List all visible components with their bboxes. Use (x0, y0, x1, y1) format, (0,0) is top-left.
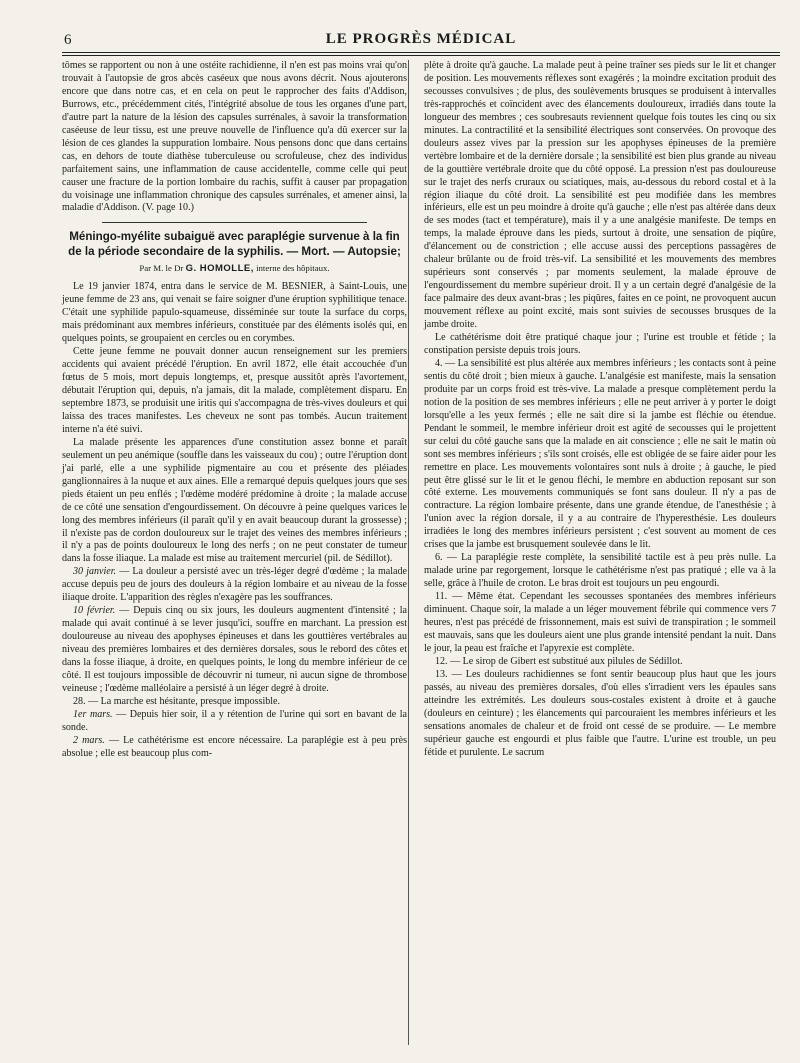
entry-date: 1er mars. (73, 708, 113, 720)
byline-author: G. HOMOLLE, (185, 263, 254, 275)
entry-date: 30 janvier. (73, 566, 117, 578)
dated-entry (62, 735, 407, 761)
numbered-entry: 12. — Le sirop de Gibert est substitué aux pilules de Sédillot. (435, 655, 683, 667)
header-rule-thin (62, 55, 780, 56)
right-column (424, 60, 776, 759)
entry-text: — Depuis hier soir, il a y rétention de l'urine qui sort en bavant de la sonde. (62, 708, 408, 733)
article-separator (102, 222, 367, 223)
numbered-entry: 6. — La paraplégie reste complète, la sensibilité tactile est à peu près nulle. La malade urine par regorgement, lorsque le cathétérisme n'est pas pratiqué ; elle va à la selle, grâce à l'huile de croton. Le bras droit est toujours un peu engourdi. (424, 552, 776, 590)
entry-text: — Le cathétérisme est encore nécessaire. La paraplégie est à peu près absolue ; elle est beaucoup plus com- (62, 734, 407, 759)
entry-date: 10 février. (73, 605, 116, 617)
entry-text: — La douleur a persisté avec un très-léger degré d'œdème ; la malade accuse depuis peu de jours des douleurs à la région lombaire et au niveau de la fosse iliaque droite. L'apparition des règles n'exagère pas les souffrances. (62, 566, 407, 604)
body-paragraph: Le cathétérisme doit être pratiqué chaque jour ; l'urine est trouble et fétide ; la constipation persiste depuis trois jours. (424, 332, 776, 356)
byline-prefix: Par M. le Dr (139, 263, 184, 274)
intro-paragraph: tômes se rapportent ou non à une ostéite rachidienne, il n'en est pas moins vrai qu'on trouvait à l'autopsie de gros abcès caséeux que nous avons décrit. Nous ajouterons encore que dans notre cas, et en cela on peut le rapprocher des faits d'Addison, Burrows, etc., précédemment cités, l'intégrité absolue de tous les organes d'une part, d'autre part la nature de la lésion des capsules surrénales, à savoir la transformation caséeuse de leur tissu, est une preuve nouvelle de l'influence qu'a dû exercer sur la lésion de ces glandes la suppuration lombaire. Nous pensons donc que dans certains cas, en dehors de toute diathèse tuberculeuse ou scrofuleuse, chez des individus parfaitement sains, une inflammation de cause accidentelle, comme celle qui peut causer une fracture de la portion lombaire du rachis, suffit à causer par propagation du voisinage une inflammation chronique des capsules surrénales, et amener ainsi, la maladie d'Addison. (V. page 10.) (62, 60, 407, 214)
page-number: 6 (64, 32, 72, 48)
body-paragraph: La malade présente les apparences d'une constitution assez bonne et paraît seulement un peu anémique (souffle dans les vaisseaux du cou) ; outre l'éruption dont j'ai parlé, elle a une syphilide pigmentaire au cou et présente des pléiades ganglionnaires à la nuque et aux aines. Elle a remarqué depuis quelques jours que ses pieds étaient un peu enflés ; l'œdème modéré prédomine à droite ; la malade accuse de ce côté une sensation d'engourdissement. On découvre à peine quelques varices le long des membres inférieurs (il paraît qu'il y en avait beaucoup durant la grossesse) ; il n'existe pas de cordon douloureux sur le trajet des veines des membres inférieurs ; il n'y a pas de points douloureux le long des nerfs ; on ne peut constater de tumeur dans la fosse iliaque. La malade est mise au traitement mercuriel (pil. de Sédillot). (62, 436, 407, 565)
entry-date: 2 mars. (73, 734, 105, 746)
body-paragraph: plète à droite qu'à gauche. La malade peut à peine traîner ses pieds sur le lit et changer de position. Les mouvements réflexes sont exagérés ; la moindre excitation produit des secousses convulsives ; de plus, des soulèvements brusques se produisent à intervalles très-rapprochés et coïncident avec des élancements douloureux, irradiés dans toute la longueur des membres ; ces soubresauts reviennent quelque fois toutes les cinq ou six minutes. La contractilité et la sensibilité électriques sont conservées. On provoque des douleurs assez vives par la pression sur les apophyses épineuses de la première vertèbre lombaire et de la dernière dorsale ; la sensibilité est bien plus grande au niveau de la gouttière vertébrale droite que du côté opposé. La pression n'est pas douloureuse sur le trajet des nerfs cruraux ou sciatiques, mais, au-dessous du rebord costal et à la région iliaque du côté droit. La sensibilité est peu modifiée dans les membres inférieurs, elle est un peu moindre à droite qu'à gauche ; elle n'est pas altérée dans deux de ses modes (tact et température), mais il y a une analgésie manifeste. De temps en temps, la malade éprouve dans les pieds, surtout à droite, une sensation de piqûre, d'élancement ou de constriction ; elle accuse aussi des perceptions passagères de chaleur brûlante ou de froid très-vif. La sensibilité et les mouvements des membres supérieurs sont conservés ; par moments seulement, la malade éprouve de l'engourdissement du membre supérieur droit. Il y a un certain degré d'analgésie de la face palmaire des deux avant-bras ; les piqûres, faites en ce point, ne provoquent aucun mouvement réflexe au point excité, mais sont suivies de secousses brusques de la jambe droite. (424, 60, 776, 331)
body-paragraph: Le 19 janvier 1874, entra dans le service de M. BESNIER, à Saint-Louis, une jeune femme de 23 ans, qui venait se faire soigner d'une éruption syphilitique tenace. C'était une syphilide papulo-squameuse, disséminée sur toute la surface du corps, mais prédominant aux membres inférieurs, constituée par des éléments isolés qui, en quelques points, se groupaient en cercles ou en corymbes. (62, 281, 407, 345)
entry-text: — La marche est hésitante, presque impossible. (85, 695, 281, 707)
numbered-entry: 11. — Même état. Cependant les secousses spontanées des membres inférieurs diminuent. Chaque soir, la malade a un léger mouvement fébrile qui commence vers 7 heures, n'est pas précédé de frissonnement, mais est suivi de transpiration ; le sommeil est mauvais, sans que les douleurs aient une plus grande intensité pendant la nuit. Dans le jour, la peau est fraîche et l'apyrexie est complète. (424, 591, 776, 654)
dated-entry (62, 709, 407, 735)
journal-title: LE PROGRÈS MÉDICAL (325, 31, 517, 47)
dated-entry (62, 566, 407, 605)
numbered-entry: 4. — La sensibilité est plus altérée aux membres inférieurs ; les contacts sont à peine sentis du côté droit ; bien mieux à gauche. L'analgésie est manifeste, mais la sensation produite par un corps froid est très-vive. La malade a presque complètement perdu la notion de la position de ses membres inférieurs ; elle ne peut arriver à y porter le doigt lorsqu'elle a les yeux fermés ; elle ne sait dire si la jambe est fléchie ou étendue. Pendant le sommeil, le membre inférieur droit est agité de secousses qui le projettent sur celui du côté gauche sans que la malade en ait conscience ; elle ne sait le matin où sont ses membres inférieurs ; s'ils sont croisés, elle est obligée de se faire aider pour les remettre en place. Les mouvements volontaires sont nuls à droite ; à gauche, le pied peut être glissé sur le lit et le genou fléchi, le membre en abduction reposant sur son côté externe. Les mouvements communiqués se font sans douleur. Il n'y a pas de contracture. La région lombaire présente, dans une grande étendue, de l'anesthésie ; à l'union avec la région dorsale, il y a au contraire de l'hyperesthésie. Les douleurs irradiées le long des membres inférieurs persistent ; c'est souvent au moment de ces crises que la jambe est brusquement soulevée dans le lit. (424, 357, 776, 551)
article-title: Méningo-myélite subaiguë avec paraplégie survenue à la fin de la période secondaire de la syphilis. — Mort. — Autopsie; (68, 230, 401, 259)
column-divider (408, 60, 409, 1045)
header-rule (62, 52, 780, 53)
byline-suffix: interne des hôpitaux. (256, 263, 330, 274)
body-paragraph: Cette jeune femme ne pouvait donner aucun renseignement sur les premiers accidents qui avaient précédé l'éruption. En avril 1872, elle était accouchée d'un fœtus de 5 mois, mort depuis longtemps, et, presque aussitôt après l'avortement, débutait l'éruption qui, depuis, n'a jamais, dit la malade, complètement disparu. En septembre 1873, se produisit une iritis qui s'accompagna de très-vives douleurs et qui laissa des traces manifestes. Les cheveux ne sont pas tombés. Aucun traitement interne n'a été suivi. (62, 346, 407, 435)
left-column (62, 60, 407, 761)
dated-entry (62, 696, 407, 709)
article-byline (62, 262, 407, 276)
entry-text: — Depuis cinq ou six jours, les douleurs augmentent d'intensité ; la malade qui avait continué à se lever jusqu'ici, souffre en marchant. La pression est douloureuse au niveau des apophyses épineuses et dans les gouttières vertébrales au niveau des premières lombaires et des dernières dorsales, sous le rebord des côtes et dans la fosse iliaque, à droite, en quelques points, le long du membre inférieur de ce côté. Il est toujours impossible de découvrir ni tumeur, ni aucun signe de thrombose veineuse ; l'œdème malléolaire a persisté à un léger degré à droite. (62, 605, 407, 694)
page-header (62, 30, 780, 52)
numbered-entry: 13. — Les douleurs rachidiennes se font sentir beaucoup plus haut que les jours passés, au niveau des premières dorsales, d'où elles s'irradient vers les épaules sans atteindre les extrémités. Les douleurs sous-costales existent à droite et à gauche (douleurs en ceinture) ; les élancements qui parcouraient les membres inférieurs et les sensations anomales de chaleur et de froid ont cessé de se produire. — Le membre supérieur gauche est engourdi et plus faible que l'autre. L'urine est trouble, un peu fétide et purulente. Le sacrum (424, 668, 776, 758)
dated-entry (62, 605, 407, 696)
entry-date: 28. (73, 695, 86, 707)
